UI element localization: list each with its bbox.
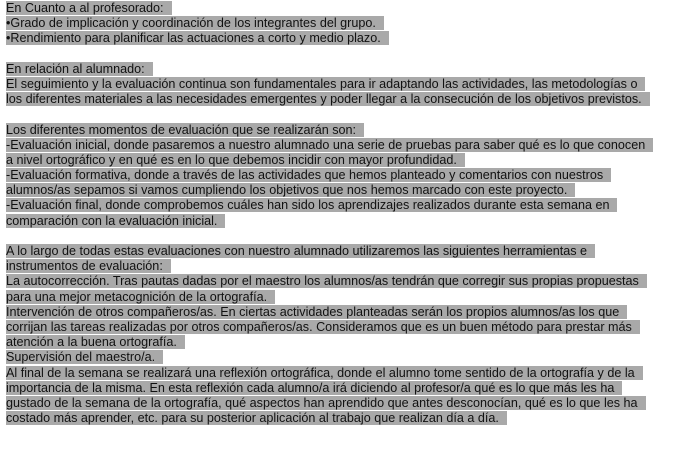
highlighted-text: A lo largo de todas estas evaluaciones con nuestro alumnado utilizaremos las siguientes herramientas e	[6, 244, 595, 258]
highlighted-text: La autocorrección. Tras pautas dadas por el maestro los alumnos/as tendrán que corregir sus propias propuestas	[6, 274, 647, 288]
highlighted-text: alumnos/as sepamos si vamos cumpliendo los objetivos que nos hemos marcado con este proyecto.	[6, 183, 575, 197]
text-line	[6, 1, 690, 16]
text-line	[6, 153, 690, 168]
highlighted-text: Los diferentes momentos de evaluación que se realizarán son:	[6, 123, 364, 137]
text-line	[6, 31, 690, 46]
highlighted-text: instrumentos de evaluación:	[6, 259, 171, 273]
highlighted-text: a nivel ortográfico y en qué es en lo que debemos incidir con mayor profundidad.	[6, 153, 465, 167]
text-line	[6, 411, 690, 426]
highlighted-text: -Evaluación inicial, donde pasaremos a nuestro alumnado una serie de pruebas para saber qué es lo que conocen	[6, 138, 653, 152]
text-line	[6, 381, 690, 396]
text-line	[6, 244, 690, 259]
text-line	[6, 335, 690, 350]
text-line	[6, 350, 690, 365]
text-line	[6, 123, 690, 138]
blank-line	[6, 229, 690, 244]
text-line	[6, 305, 690, 320]
highlighted-text: •Grado de implicación y coordinación de los integrantes del grupo.	[6, 16, 384, 30]
highlighted-text: Supervisión del maestro/a.	[6, 350, 163, 364]
highlighted-text: Al final de la semana se realizará una reflexión ortográfica, donde el alumno tome sentido de la ortografía y de la	[6, 366, 643, 380]
text-line	[6, 290, 690, 305]
text-line	[6, 366, 690, 381]
highlighted-text: -Evaluación final, donde comprobemos cuáles han sido los aprendizajes realizados durante esta semana en	[6, 198, 617, 212]
highlighted-text: importancia de la misma. En esta reflexión cada alumno/a irá diciendo al profesor/a qué es lo que más les ha	[6, 381, 622, 395]
highlighted-text: gustado de la semana de la ortografía, qué aspectos han aprendido que antes desconocían, qué es lo que les ha	[6, 396, 646, 410]
highlighted-text: para una mejor metacognición de la ortografía.	[6, 290, 275, 304]
text-line	[6, 92, 690, 107]
blank-line	[6, 107, 690, 122]
text-line	[6, 274, 690, 289]
highlighted-text: los diferentes materiales a las necesidades emergentes y poder llegar a la consecución de los objetivos previstos.	[6, 92, 650, 106]
highlighted-text: corrijan las tareas realizadas por otros compañeros/as. Consideramos que es un buen método para prestar más	[6, 320, 640, 334]
text-line	[6, 198, 690, 213]
highlighted-text: -Evaluación formativa, donde a través de las actividades que hemos planteado y comentarios con nuestros	[6, 168, 611, 182]
document-body	[6, 1, 690, 426]
highlighted-text: costado más aprender, etc. para su posterior aplicación al trabajo que realizan día a día.	[6, 411, 507, 425]
text-line	[6, 183, 690, 198]
text-line	[6, 62, 690, 77]
text-line	[6, 16, 690, 31]
text-line	[6, 168, 690, 183]
text-line	[6, 320, 690, 335]
text-line	[6, 396, 690, 411]
highlighted-text: comparación con la evaluación inicial.	[6, 214, 225, 228]
blank-line	[6, 47, 690, 62]
text-line	[6, 77, 690, 92]
highlighted-text: El seguimiento y la evaluación continua son fundamentales para ir adaptando las actividades, las metodologías o	[6, 77, 645, 91]
text-line	[6, 138, 690, 153]
text-line	[6, 259, 690, 274]
highlighted-text: En Cuanto a al profesorado:	[6, 1, 172, 15]
highlighted-text: Intervención de otros compañeros/as. En ciertas actividades planteadas serán los propios alumnos/as los que	[6, 305, 627, 319]
highlighted-text: En relación al alumnado:	[6, 62, 153, 76]
highlighted-text: •Rendimiento para planificar las actuaciones a corto y medio plazo.	[6, 31, 389, 45]
text-line	[6, 214, 690, 229]
highlighted-text: atención a la buena ortografía.	[6, 335, 185, 349]
